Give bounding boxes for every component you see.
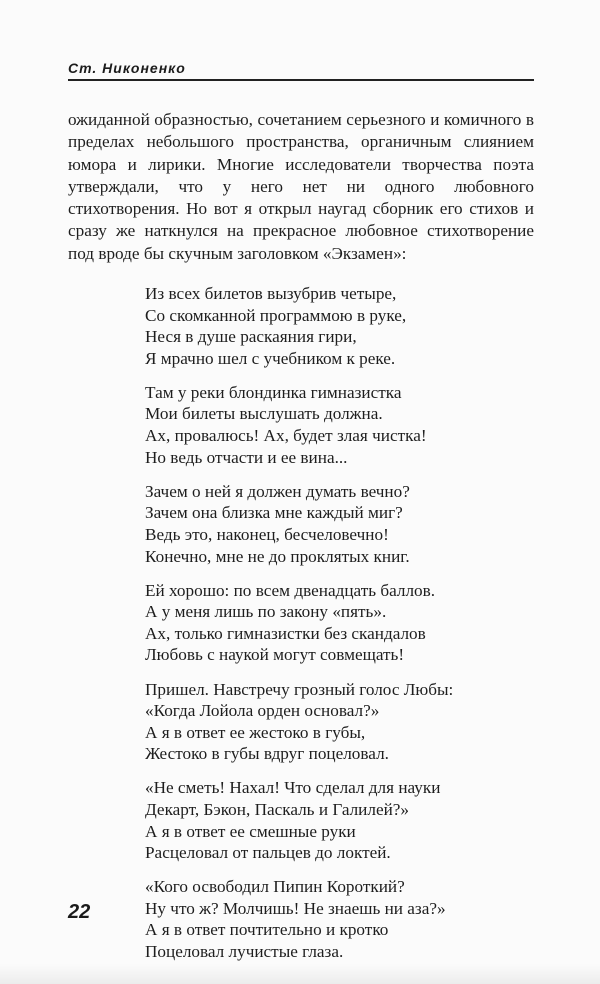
poem-exam: [145, 283, 545, 975]
poem-stanza: [145, 876, 545, 962]
poem-line: Зачем о ней я должен думать вечно?: [145, 481, 410, 501]
poem-line: Из всех билетов вызубрив четыре,: [145, 284, 397, 303]
poem-stanza: [145, 283, 545, 369]
poem-line: Я мрачно шел с учебником к реке.: [145, 348, 396, 368]
poem-line: «Когда Лойола орден основал?»: [145, 701, 380, 721]
poem-stanza: [145, 580, 545, 666]
poem-line: Там у реки блондинка гимназистка: [145, 382, 402, 402]
poem-line: «Не сметь! Нахал! Что сделал для науки: [145, 778, 441, 798]
poem-line: Ну что ж? Молчишь! Не знаешь ни аза?»: [145, 898, 446, 918]
poem-line: А я в ответ почтительно и кротко: [145, 920, 389, 940]
poem-line: А я в ответ ее смешные руки: [145, 821, 356, 841]
poem-line: Декарт, Бэкон, Паскаль и Галилей?»: [145, 799, 410, 819]
paragraph-text: ожиданной образностью, сочетанием серьезного и комичного в пределах небольшого пространства, органичным слиянием юмора и лирики. Многие исследователи творчества поэта утверждали, что у него нет ни одного любовного стихотворения. Но вот я открыл наугад сборник его стихов и сразу же наткнулся на прекрасное любовное стихотворение под вроде бы скучным заголовком «Экзамен»:: [68, 110, 534, 263]
poem-line: «Кого освободил Пипин Короткий?: [145, 877, 405, 897]
poem-line: Поцеловал лучистые глаза.: [145, 942, 344, 962]
poem-line: Зачем она близка мне каждый миг?: [145, 503, 403, 523]
poem-line: Конечно, мне не до проклятых книг.: [145, 546, 410, 566]
poem-line: Но ведь отчасти и ее вина...: [145, 447, 348, 467]
page-number: 22: [68, 901, 91, 923]
poem-line: Любовь с наукой могут совмещать!: [145, 645, 405, 665]
poem-line: Со скомканной программою в руке,: [145, 305, 407, 325]
poem-line: Ведь это, наконец, бесчеловечно!: [145, 524, 389, 544]
poem-line: А я в ответ ее жестоко в губы,: [145, 722, 366, 742]
poem-line: Ах, только гимназистки без скандалов: [145, 623, 426, 643]
poem-line: Расцеловал от пальцев до локтей.: [145, 843, 391, 863]
poem-line: Ей хорошо: по всем двенадцать баллов.: [145, 580, 436, 600]
poem-line: А у меня лишь по закону «пять».: [145, 602, 387, 622]
poem-line: Ах, провалюсь! Ах, будет злая чистка!: [145, 426, 427, 446]
poem-stanza: [145, 481, 545, 567]
page-bottom-edge: [0, 964, 600, 984]
poem-stanza: [145, 777, 545, 863]
header-author: Ст. Никоненко: [68, 60, 186, 76]
header-rule: [68, 79, 534, 81]
poem-line: Пришел. Навстречу грозный голос Любы:: [145, 679, 454, 699]
poem-stanza: [145, 382, 545, 468]
intro-paragraph: [68, 109, 534, 265]
poem-line: Жестоко в губы вдруг поцеловал.: [145, 744, 389, 764]
poem-stanza: [145, 679, 545, 765]
poem-line: Мои билеты выслушать должна.: [145, 404, 383, 424]
running-header: [68, 60, 534, 80]
poem-line: Неся в душе раскаяния гири,: [145, 327, 357, 347]
